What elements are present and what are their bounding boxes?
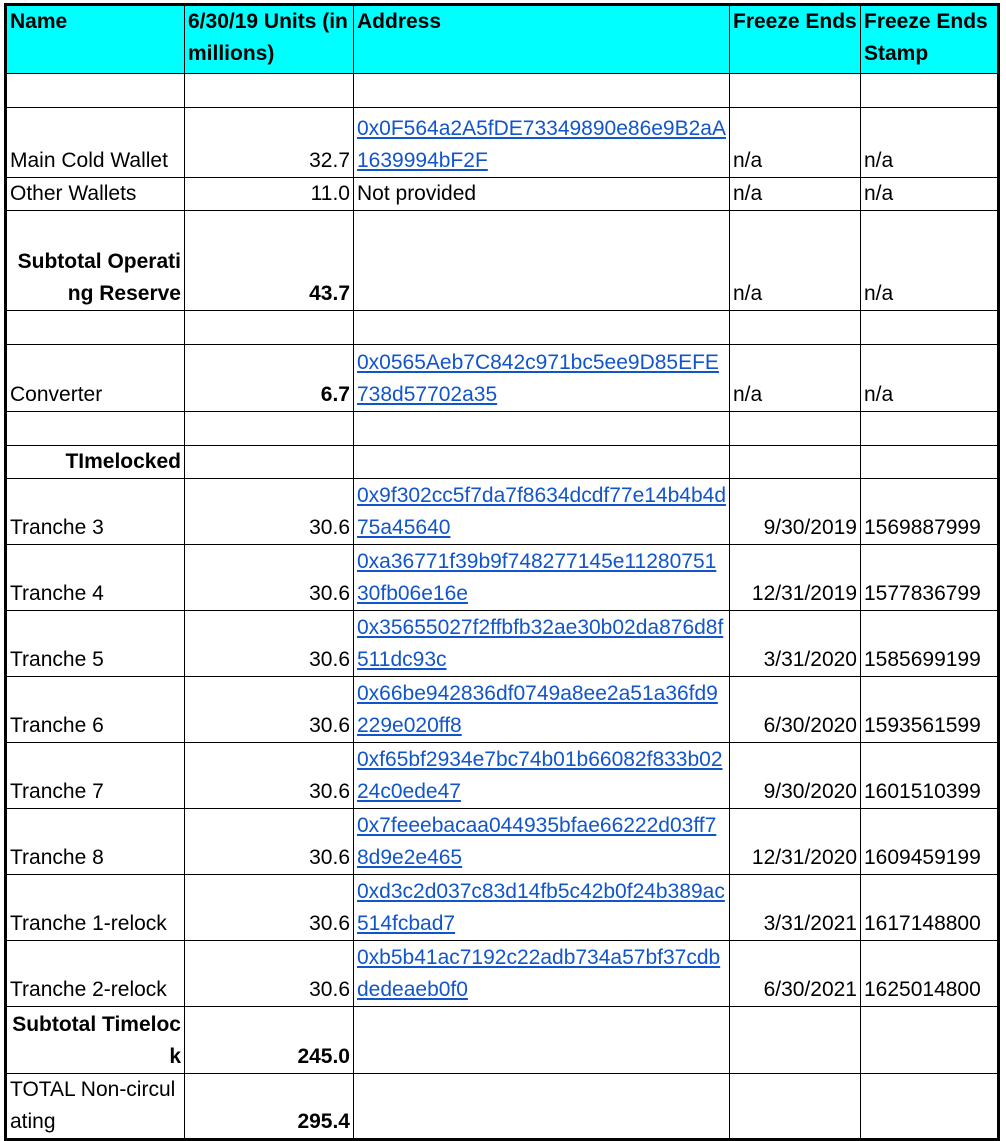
address-cell (354, 875, 730, 941)
freeze-ends-cell: 3/31/2021 (730, 875, 861, 941)
freeze-ends-cell: 6/30/2021 (730, 941, 861, 1007)
header-row (6, 5, 999, 74)
name-cell (6, 74, 185, 108)
stamp-cell: n/a (861, 108, 999, 178)
name-cell: Tranche 8 (6, 809, 185, 875)
stamp-cell: 1617148800 (861, 875, 999, 941)
header-freeze-ends-stamp: Freeze Ends Stamp (861, 5, 999, 74)
address-cell (354, 74, 730, 108)
units-cell: 245.0 (185, 1007, 354, 1074)
name-cell: Tranche 2-relock (6, 941, 185, 1007)
name-cell: TOTAL Non-circulating (6, 1074, 185, 1140)
address-cell (354, 545, 730, 611)
table-row (6, 677, 999, 743)
address-link[interactable]: 0xb5b41ac7192c22adb734a57bf37cdbdedeaeb0f0 (357, 946, 721, 1001)
blank-row (6, 412, 999, 446)
address-link[interactable]: 0x35655027f2ffbfb32ae30b02da876d8f511dc93c (357, 616, 724, 671)
address-link[interactable]: 0x0F564a2A5fDE73349890e86e9B2aA1639994bF2F (357, 117, 726, 172)
name-cell: Tranche 3 (6, 479, 185, 545)
name-cell: Tranche 5 (6, 611, 185, 677)
freeze-ends-cell: 6/30/2020 (730, 677, 861, 743)
stamp-cell: 1601510399 (861, 743, 999, 809)
table-row (6, 1074, 999, 1140)
table-row (6, 545, 999, 611)
name-cell: Subtotal Operating Reserve (6, 211, 185, 311)
table-row (6, 1007, 999, 1074)
table-row (6, 743, 999, 809)
address-cell (354, 1007, 730, 1074)
stamp-cell: 1577836799 (861, 545, 999, 611)
address-link[interactable]: 0x0565Aeb7C842c971bc5ee9D85EFE738d57702a35 (357, 351, 719, 406)
table-row (6, 345, 999, 412)
name-cell: Tranche 4 (6, 545, 185, 611)
stamp-cell (861, 446, 999, 479)
address-cell (354, 941, 730, 1007)
name-cell: Tranche 6 (6, 677, 185, 743)
stamp-cell (861, 412, 999, 446)
stamp-cell: n/a (861, 178, 999, 211)
stamp-cell: 1569887999 (861, 479, 999, 545)
table-row (6, 108, 999, 178)
address-cell (354, 743, 730, 809)
address-link[interactable]: 0xa36771f39b9f748277145e1128075130fb06e16e (357, 550, 717, 605)
address-cell (354, 677, 730, 743)
freeze-ends-cell (730, 1074, 861, 1140)
stamp-cell: n/a (861, 345, 999, 412)
table-row (6, 875, 999, 941)
address-link[interactable]: 0x9f302cc5f7da7f8634dcdf77e14b4b4d75a45640 (357, 484, 726, 539)
freeze-ends-cell: n/a (730, 108, 861, 178)
address-cell (354, 809, 730, 875)
freeze-ends-cell (730, 446, 861, 479)
blank-row (6, 311, 999, 345)
header-name: Name (6, 5, 185, 74)
address-link[interactable]: 0x7feeebacaa044935bfae66222d03ff78d9e2e465 (357, 814, 717, 869)
units-cell (185, 412, 354, 446)
freeze-ends-cell: 9/30/2019 (730, 479, 861, 545)
address-cell: Not provided (354, 178, 730, 211)
address-link[interactable]: 0xd3c2d037c83d14fb5c42b0f24b389ac514fcbad7 (357, 880, 725, 935)
table-row (6, 941, 999, 1007)
name-cell: Other Wallets (6, 178, 185, 211)
stamp-cell (861, 1074, 999, 1140)
units-cell: 30.6 (185, 677, 354, 743)
freeze-ends-cell: n/a (730, 178, 861, 211)
table-row (6, 611, 999, 677)
units-cell: 32.7 (185, 108, 354, 178)
address-cell (354, 108, 730, 178)
address-cell (354, 345, 730, 412)
units-cell (185, 446, 354, 479)
header-freeze-ends: Freeze Ends (730, 5, 861, 74)
freeze-ends-cell: 12/31/2020 (730, 809, 861, 875)
address-cell (354, 412, 730, 446)
units-cell (185, 74, 354, 108)
name-cell (6, 311, 185, 345)
stamp-cell: 1593561599 (861, 677, 999, 743)
freeze-ends-cell: n/a (730, 211, 861, 311)
freeze-ends-cell: 9/30/2020 (730, 743, 861, 809)
units-cell: 30.6 (185, 479, 354, 545)
table-row (6, 446, 999, 479)
header-units: 6/30/19 Units (in millions) (185, 5, 354, 74)
units-cell: 30.6 (185, 941, 354, 1007)
freeze-ends-cell: n/a (730, 345, 861, 412)
address-cell (354, 479, 730, 545)
stamp-cell (861, 311, 999, 345)
table-row (6, 178, 999, 211)
stamp-cell: 1585699199 (861, 611, 999, 677)
token-reserve-table (4, 3, 1000, 1141)
stamp-cell: n/a (861, 211, 999, 311)
units-cell: 43.7 (185, 211, 354, 311)
stamp-cell: 1609459199 (861, 809, 999, 875)
blank-row (6, 74, 999, 108)
name-cell: Tranche 7 (6, 743, 185, 809)
address-link[interactable]: 0x66be942836df0749a8ee2a51a36fd9229e020ff8 (357, 682, 718, 737)
address-link[interactable]: 0xf65bf2934e7bc74b01b66082f833b0224c0ede47 (357, 748, 723, 803)
units-cell: 30.6 (185, 875, 354, 941)
table-row (6, 211, 999, 311)
freeze-ends-cell (730, 311, 861, 345)
freeze-ends-cell (730, 1007, 861, 1074)
freeze-ends-cell: 3/31/2020 (730, 611, 861, 677)
freeze-ends-cell (730, 412, 861, 446)
freeze-ends-cell: 12/31/2019 (730, 545, 861, 611)
units-cell: 30.6 (185, 809, 354, 875)
address-cell (354, 211, 730, 311)
stamp-cell (861, 74, 999, 108)
stamp-cell (861, 1007, 999, 1074)
units-cell: 30.6 (185, 545, 354, 611)
address-cell (354, 311, 730, 345)
table-row (6, 809, 999, 875)
name-cell: Converter (6, 345, 185, 412)
address-cell (354, 1074, 730, 1140)
name-cell: Subtotal Timelock (6, 1007, 185, 1074)
header-address: Address (354, 5, 730, 74)
units-cell: 6.7 (185, 345, 354, 412)
name-cell: TImelocked (6, 446, 185, 479)
units-cell: 11.0 (185, 178, 354, 211)
stamp-cell: 1625014800 (861, 941, 999, 1007)
units-cell (185, 311, 354, 345)
units-cell: 30.6 (185, 743, 354, 809)
name-cell: Tranche 1-relock (6, 875, 185, 941)
table-row (6, 479, 999, 545)
freeze-ends-cell (730, 74, 861, 108)
name-cell: Main Cold Wallet (6, 108, 185, 178)
address-cell (354, 611, 730, 677)
units-cell: 30.6 (185, 611, 354, 677)
name-cell (6, 412, 185, 446)
units-cell: 295.4 (185, 1074, 354, 1140)
address-cell (354, 446, 730, 479)
